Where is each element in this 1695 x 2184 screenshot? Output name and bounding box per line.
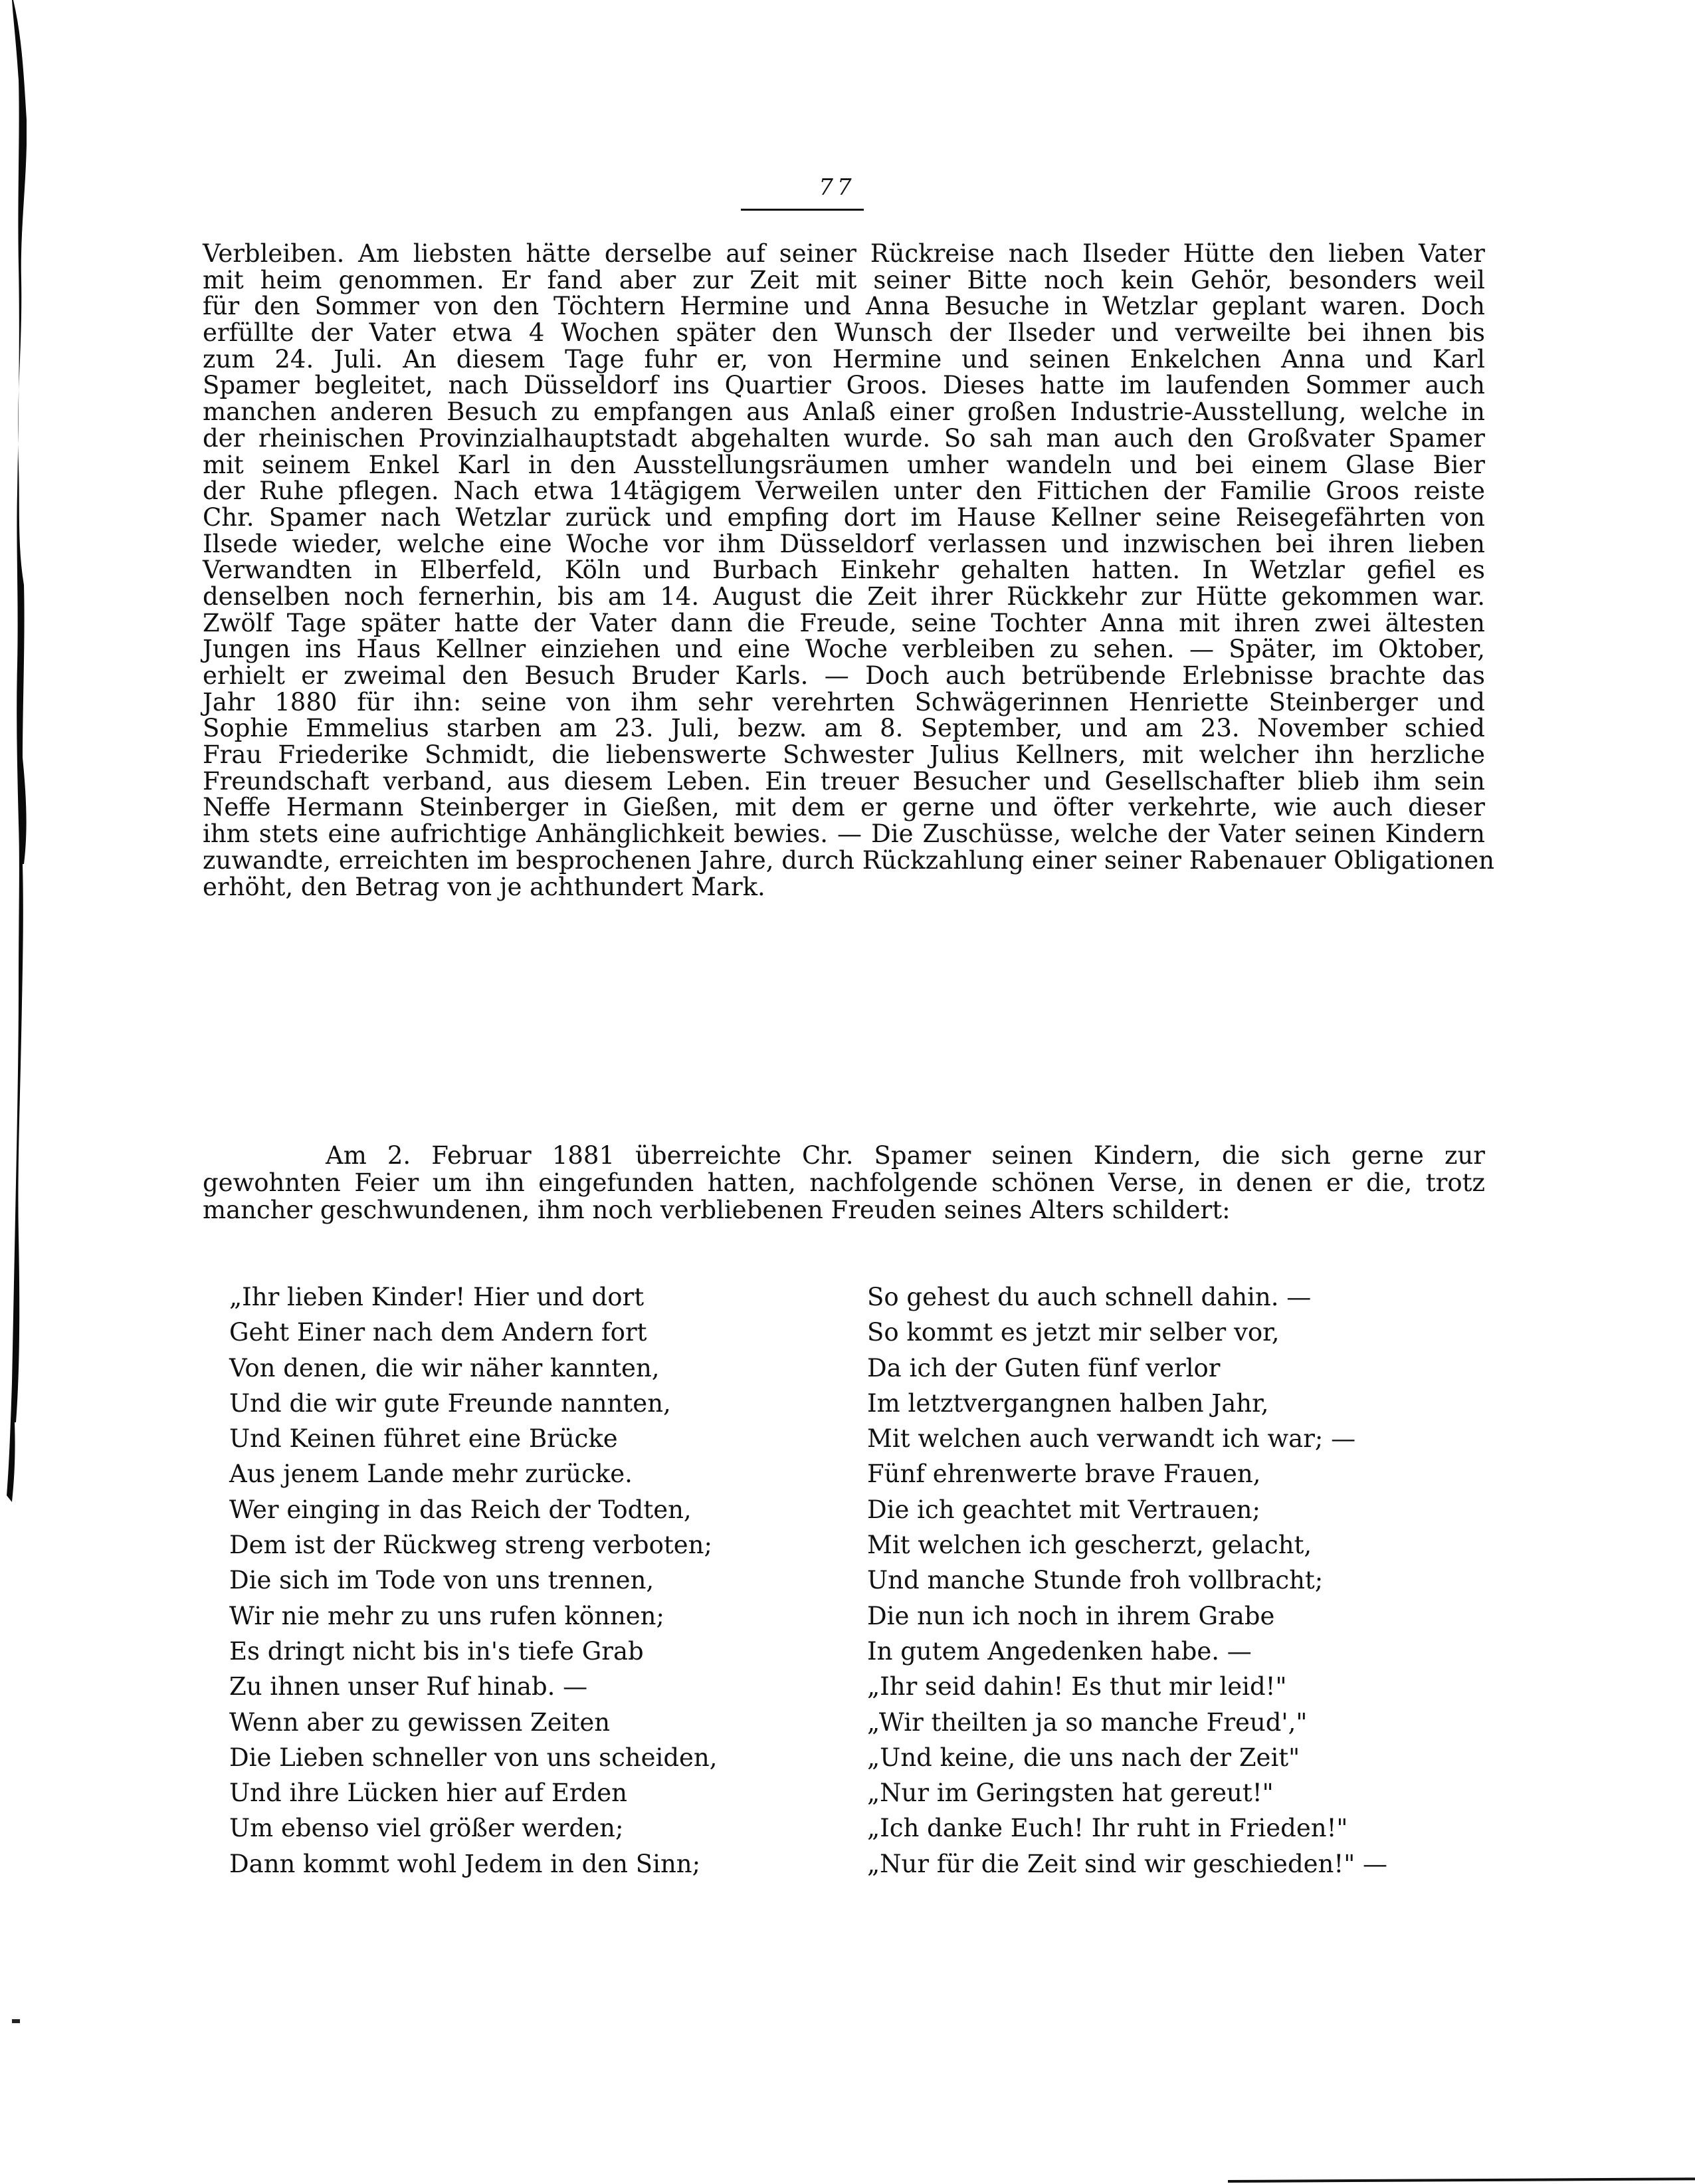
text-line: Am 2. Februar 1881 überreichte Chr. Spamer seinen Kindern, die sich gerne zur <box>326 1141 1485 1170</box>
text-line: Freundschaft verband, aus diesem Leben. Ein treuer Besucher und Gesellschafter blieb ihm sein <box>203 766 1485 796</box>
text-line: der Ruhe pflegen. Nach etwa 14tägigem Verweilen unter den Fittichen der Familie Groos reiste <box>203 477 1485 506</box>
body-paragraph-2 <box>203 1142 1485 1224</box>
text-line: Sophie Emmelius starben am 23. Juli, bezw. am 8. September, und am 23. November schied <box>203 714 1485 743</box>
text-line: für den Sommer von den Töchtern Hermine und Anna Besuche in Wetzlar geplant waren. Doch <box>203 292 1485 321</box>
binding-shadow-graphic <box>0 0 27 2184</box>
poem-left-column <box>229 1279 827 1882</box>
scan-artifact-speck <box>12 2019 20 2023</box>
poem-right-column <box>867 1279 1465 1882</box>
poem-verse: „Ihr seid dahin! Es thut mir leid!" <box>867 1672 1287 1701</box>
poem-verse: „Ich danke Euch! Ihr ruht in Frieden!" <box>867 1814 1348 1843</box>
poem-verse: „Nur für die Zeit sind wir geschieden!" — <box>867 1849 1387 1878</box>
text-line: Jungen ins Haus Kellner einziehen und eine Woche verbleiben zu sehen. — Später, im Oktober, <box>203 635 1485 664</box>
poem-verse: Von denen, die wir näher kannten, <box>229 1353 660 1382</box>
poem-verse: Die nun ich noch in ihrem Grabe <box>867 1601 1275 1630</box>
text-line: erhöht, den Betrag von je achthundert Mark. <box>203 872 765 901</box>
text-line: erfüllte der Vater etwa 4 Wochen später den Wunsch der Ilseder und verweilte bei ihnen bis <box>203 318 1485 348</box>
text-line: zuwandte, erreichten im besprochenen Jahre, durch Rückzahlung einer seiner Rabenauer Obligationen <box>203 845 1495 875</box>
text-line: der rheinischen Provinzialhauptstadt abgehalten wurde. So sah man auch den Großvater Spamer <box>203 423 1485 453</box>
poem-verse: Fünf ehrenwerte brave Frauen, <box>867 1460 1261 1489</box>
text-line: Spamer begleitet, nach Düsseldorf ins Quartier Groos. Dieses hatte im laufenden Sommer auch <box>203 371 1485 400</box>
text-line: gewohnten Feier um ihn eingefunden hatten, nachfolgende schönen Verse, in denen er die, trotz <box>203 1168 1485 1197</box>
poem-verse: „Und keine, die uns nach der Zeit" <box>867 1743 1300 1772</box>
text-line: Verwandten in Elberfeld, Köln und Burbach Einkehr gehalten hatten. In Wetzlar gefiel es <box>203 556 1485 585</box>
header-rule <box>741 209 864 211</box>
poem-verse: Und Keinen führet eine Brücke <box>229 1424 618 1454</box>
poem-verse: Die sich im Tode von uns trennen, <box>229 1566 654 1595</box>
text-line: Chr. Spamer nach Wetzlar zurück und empfing dort im Hause Kellner seine Reisegefährten von <box>203 502 1485 532</box>
poem-verse: Und die wir gute Freunde nannten, <box>229 1388 671 1418</box>
text-line: zum 24. Juli. An diesem Tage fuhr er, von Hermine und seinen Enkelchen Anna und Karl <box>203 344 1485 374</box>
body-paragraph-1 <box>203 239 1495 901</box>
text-line: Ilsede wieder, welche eine Woche vor ihm Düsseldorf verlassen und inzwischen bei ihren lieben <box>203 529 1485 558</box>
text-line: Neffe Hermann Steinberger in Gießen, mit dem er gerne und öfter verkehrte, wie auch dieser <box>203 793 1485 822</box>
poem-verse: Dem ist der Rückweg streng verboten; <box>229 1531 712 1560</box>
poem-verse: Dann kommt wohl Jedem in den Sinn; <box>229 1849 701 1878</box>
scanned-binding-edge <box>0 0 27 2184</box>
text-line: mancher geschwundenen, ihm noch verbliebenen Freuden seines Alters schildert: <box>203 1196 1231 1224</box>
poem-verse: Da ich der Guten fünf verlor <box>867 1353 1221 1382</box>
poem-verse: Es dringt nicht bis in's tiefe Grab <box>229 1636 644 1666</box>
poem-verse: Und manche Stunde froh vollbracht; <box>867 1566 1324 1595</box>
poem-verse: Zu ihnen unser Ruf hinab. — <box>229 1672 588 1701</box>
poem-verse: Wir nie mehr zu uns rufen können; <box>229 1601 664 1630</box>
poem-verse: Und ihre Lücken hier auf Erden <box>229 1779 627 1808</box>
text-line: denselben noch fernerhin, bis am 14. August die Zeit ihrer Rückkehr zur Hütte gekommen war. <box>203 582 1485 611</box>
text-line: mit seinem Enkel Karl in den Ausstellungsräumen umher wandeln und bei einem Glase Bier <box>203 450 1485 479</box>
text-line: manchen anderen Besuch zu empfangen aus Anlaß einer großen Industrie-Ausstellung, welche in <box>203 397 1485 427</box>
page-number: 77 <box>819 174 856 201</box>
text-line: ihm stets eine aufrichtige Anhänglichkeit bewies. — Die Zuschüsse, welche der Vater seinen Kindern <box>203 819 1485 849</box>
poem-verse: So gehest du auch schnell dahin. — <box>867 1283 1312 1311</box>
text-line: Verbleiben. Am liebsten hätte derselbe auf seiner Rückreise nach Ilseder Hütte den lieben Vater <box>203 239 1485 268</box>
poem-verse: „Ihr lieben Kinder! Hier und dort <box>229 1283 645 1311</box>
poem-verse: Mit welchen ich gescherzt, gelacht, <box>867 1531 1312 1560</box>
poem-verse: Aus jenem Lande mehr zurücke. <box>229 1460 633 1489</box>
text-line: Zwölf Tage später hatte der Vater dann die Freude, seine Tochter Anna mit ihren zwei ältesten <box>203 608 1485 637</box>
poem-verse: Geht Einer nach dem Andern fort <box>229 1318 647 1347</box>
poem-verse: „Wir theilten ja so manche Freud'," <box>867 1707 1308 1737</box>
poem-verse: Wer einging in das Reich der Todten, <box>229 1495 692 1524</box>
poem-verse: Im letztvergangnen halben Jahr, <box>867 1388 1269 1418</box>
poem-verse: In gutem Angedenken habe. — <box>867 1636 1252 1666</box>
poem-verse: Mit welchen auch verwandt ich war; — <box>867 1424 1356 1454</box>
text-line: Frau Friederike Schmidt, die liebenswerte Schwester Julius Kellners, mit welcher ihn herzliche <box>203 740 1485 770</box>
poem-verse: Die Lieben schneller von uns scheiden, <box>229 1743 718 1772</box>
poem-verse: Die ich geachtet mit Vertrauen; <box>867 1495 1260 1524</box>
text-line: mit heim genommen. Er fand aber zur Zeit mit seiner Bitte noch kein Gehör, besonders weil <box>203 265 1485 294</box>
poem-verse: So kommt es jetzt mir selber vor, <box>867 1318 1280 1347</box>
text-line: erhielt er zweimal den Besuch Bruder Karls. — Doch auch betrübende Erlebnisse brachte das <box>203 661 1485 690</box>
poem-verse: „Nur im Geringsten hat gereut!" <box>867 1779 1274 1808</box>
scan-edge-rule <box>1228 2177 1695 2183</box>
poem-verse: Um ebenso viel größer werden; <box>229 1814 624 1843</box>
poem-verse: Wenn aber zu gewissen Zeiten <box>229 1707 611 1737</box>
text-line: Jahr 1880 für ihn: seine von ihm sehr verehrten Schwägerinnen Henriette Steinberger und <box>203 687 1485 716</box>
